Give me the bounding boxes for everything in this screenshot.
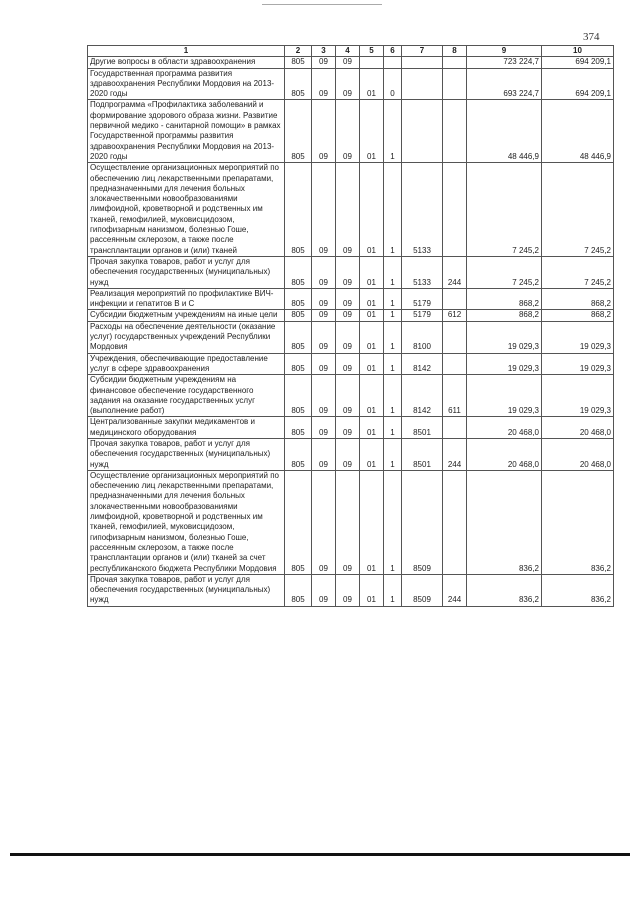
code-expense-type xyxy=(443,163,467,257)
code-direction: 8509 xyxy=(402,574,443,606)
column-header: 5 xyxy=(360,46,384,57)
code-expense-type: 612 xyxy=(443,310,467,321)
code-subsection: 09 xyxy=(336,310,360,321)
code-program: 01 xyxy=(360,417,384,439)
table-row xyxy=(88,100,614,163)
code-section: 09 xyxy=(312,321,336,353)
code-direction xyxy=(402,57,443,68)
code-subprogram: 1 xyxy=(384,438,402,470)
code-subprogram: 0 xyxy=(384,68,402,100)
code-program: 01 xyxy=(360,353,384,375)
code-direction: 8142 xyxy=(402,353,443,375)
code-section: 09 xyxy=(312,375,336,417)
row-name: Централизованные закупки медикаментов и медицинского оборудования xyxy=(88,417,285,439)
code-program: 01 xyxy=(360,375,384,417)
column-header: 4 xyxy=(336,46,360,57)
column-header: 1 xyxy=(88,46,285,57)
code-subprogram: 1 xyxy=(384,288,402,310)
code-subsection: 09 xyxy=(336,353,360,375)
code-ministry: 805 xyxy=(285,68,312,100)
code-expense-type xyxy=(443,288,467,310)
amount-col9: 48 446,9 xyxy=(467,100,542,163)
code-subprogram xyxy=(384,57,402,68)
column-header: 7 xyxy=(402,46,443,57)
column-header: 8 xyxy=(443,46,467,57)
table-row xyxy=(88,417,614,439)
code-program: 01 xyxy=(360,321,384,353)
table-row xyxy=(88,68,614,100)
code-program: 01 xyxy=(360,310,384,321)
code-subprogram: 1 xyxy=(384,375,402,417)
row-name: Подпрограмма «Профилактика заболеваний и формирование здорового образа жизни. Развитие первичной медико - санитарной помощи» в рамках Государственной программы развития здравоохранения Республики Мордовия на 2013-2020 годы xyxy=(88,100,285,163)
code-section: 09 xyxy=(312,417,336,439)
table-row xyxy=(88,574,614,606)
table-row xyxy=(88,375,614,417)
scan-artifact xyxy=(262,4,382,5)
code-direction: 8142 xyxy=(402,375,443,417)
code-expense-type: 244 xyxy=(443,256,467,288)
code-expense-type: 611 xyxy=(443,375,467,417)
table-row xyxy=(88,256,614,288)
row-name: Другие вопросы в области здравоохранения xyxy=(88,57,285,68)
code-program: 01 xyxy=(360,438,384,470)
code-expense-type xyxy=(443,417,467,439)
row-name: Государственная программа развития здравоохранения Республики Мордовия на 2013-2020 годы xyxy=(88,68,285,100)
code-section: 09 xyxy=(312,470,336,574)
code-ministry: 805 xyxy=(285,57,312,68)
amount-col9: 693 224,7 xyxy=(467,68,542,100)
amount-col9: 19 029,3 xyxy=(467,353,542,375)
code-subsection: 09 xyxy=(336,288,360,310)
code-program: 01 xyxy=(360,288,384,310)
code-direction: 8100 xyxy=(402,321,443,353)
code-program: 01 xyxy=(360,574,384,606)
row-name: Реализация мероприятий по профилактике ВИЧ-инфекции и гепатитов В и С xyxy=(88,288,285,310)
column-header: 2 xyxy=(285,46,312,57)
row-name: Учреждения, обеспечивающие предоставление услуг в сфере здравоохранения xyxy=(88,353,285,375)
amount-col9: 7 245,2 xyxy=(467,163,542,257)
amount-col10: 48 446,9 xyxy=(542,100,614,163)
amount-col9: 19 029,3 xyxy=(467,321,542,353)
code-ministry: 805 xyxy=(285,375,312,417)
code-subprogram: 1 xyxy=(384,321,402,353)
row-name: Прочая закупка товаров, работ и услуг для обеспечения государственных (муниципальных) нужд xyxy=(88,574,285,606)
amount-col10: 868,2 xyxy=(542,310,614,321)
code-subsection: 09 xyxy=(336,438,360,470)
code-ministry: 805 xyxy=(285,417,312,439)
code-ministry: 805 xyxy=(285,470,312,574)
code-expense-type xyxy=(443,470,467,574)
code-expense-type: 244 xyxy=(443,574,467,606)
code-program: 01 xyxy=(360,470,384,574)
amount-col9: 7 245,2 xyxy=(467,256,542,288)
code-ministry: 805 xyxy=(285,163,312,257)
code-ministry: 805 xyxy=(285,321,312,353)
column-header: 10 xyxy=(542,46,614,57)
code-ministry: 805 xyxy=(285,574,312,606)
budget-table xyxy=(87,45,614,607)
amount-col9: 868,2 xyxy=(467,288,542,310)
code-direction: 8501 xyxy=(402,417,443,439)
code-subsection: 09 xyxy=(336,100,360,163)
code-ministry: 805 xyxy=(285,353,312,375)
code-expense-type xyxy=(443,321,467,353)
code-expense-type: 244 xyxy=(443,438,467,470)
column-header: 3 xyxy=(312,46,336,57)
code-subsection: 09 xyxy=(336,470,360,574)
table-row xyxy=(88,288,614,310)
code-subsection: 09 xyxy=(336,256,360,288)
row-name: Осуществление организационных мероприятий по обеспечению лиц лекарственными препаратами, предназначенными для лечения больных злокачественными новообразованиями лимфоидной, кроветворной и родственных им тканей, гемофилией, муковисцидозом, гипофизарным нанизмом, болезнью Гоше, рассеянным склерозом, а также после трансплантации органов и (или) тканей xyxy=(88,163,285,257)
code-section: 09 xyxy=(312,310,336,321)
code-subsection: 09 xyxy=(336,163,360,257)
code-direction: 5133 xyxy=(402,163,443,257)
amount-col9: 836,2 xyxy=(467,470,542,574)
code-section: 09 xyxy=(312,438,336,470)
code-section: 09 xyxy=(312,68,336,100)
table-row xyxy=(88,57,614,68)
column-header: 6 xyxy=(384,46,402,57)
amount-col10: 7 245,2 xyxy=(542,163,614,257)
amount-col10: 868,2 xyxy=(542,288,614,310)
amount-col10: 836,2 xyxy=(542,574,614,606)
amount-col10: 7 245,2 xyxy=(542,256,614,288)
amount-col10: 20 468,0 xyxy=(542,417,614,439)
code-ministry: 805 xyxy=(285,256,312,288)
table-row xyxy=(88,438,614,470)
code-direction: 8509 xyxy=(402,470,443,574)
code-direction xyxy=(402,68,443,100)
code-subsection: 09 xyxy=(336,574,360,606)
row-name: Расходы на обеспечение деятельности (оказание услуг) государственных учреждений Республики Мордовия xyxy=(88,321,285,353)
code-ministry: 805 xyxy=(285,100,312,163)
code-subsection: 09 xyxy=(336,417,360,439)
row-name: Осуществление организационных мероприятий по обеспечению лиц лекарственными препаратами, предназначенными для лечения больных злокачественными новообразованиями лимфоидной, кроветворной и родственных им тканей, гемофилией, муковисцидозом, гипофизарным нанизмом, болезнью Гоше, рассеянным склерозом, а также после трансплантации органов и (или) тканей за счет республиканского бюджета Республики Мордовия xyxy=(88,470,285,574)
row-name: Субсидии бюджетным учреждениям на иные цели xyxy=(88,310,285,321)
amount-col10: 19 029,3 xyxy=(542,375,614,417)
amount-col9: 723 224,7 xyxy=(467,57,542,68)
amount-col10: 694 209,1 xyxy=(542,68,614,100)
code-program: 01 xyxy=(360,100,384,163)
code-program: 01 xyxy=(360,68,384,100)
code-ministry: 805 xyxy=(285,288,312,310)
code-direction: 5179 xyxy=(402,288,443,310)
amount-col10: 20 468,0 xyxy=(542,438,614,470)
code-expense-type xyxy=(443,57,467,68)
code-direction: 5179 xyxy=(402,310,443,321)
table-row xyxy=(88,163,614,257)
code-section: 09 xyxy=(312,163,336,257)
code-program: 01 xyxy=(360,256,384,288)
code-expense-type xyxy=(443,68,467,100)
amount-col9: 868,2 xyxy=(467,310,542,321)
code-subsection: 09 xyxy=(336,68,360,100)
code-subprogram: 1 xyxy=(384,470,402,574)
code-section: 09 xyxy=(312,288,336,310)
amount-col10: 836,2 xyxy=(542,470,614,574)
code-section: 09 xyxy=(312,353,336,375)
amount-col9: 19 029,3 xyxy=(467,375,542,417)
code-section: 09 xyxy=(312,100,336,163)
table-row xyxy=(88,321,614,353)
code-subprogram: 1 xyxy=(384,310,402,321)
code-subprogram: 1 xyxy=(384,256,402,288)
code-subprogram: 1 xyxy=(384,100,402,163)
row-name: Прочая закупка товаров, работ и услуг для обеспечения государственных (муниципальных) нужд xyxy=(88,438,285,470)
table-row xyxy=(88,310,614,321)
row-name: Прочая закупка товаров, работ и услуг для обеспечения государственных (муниципальных) нужд xyxy=(88,256,285,288)
amount-col9: 20 468,0 xyxy=(467,438,542,470)
amount-col10: 694 209,1 xyxy=(542,57,614,68)
code-subprogram: 1 xyxy=(384,417,402,439)
code-expense-type xyxy=(443,100,467,163)
code-subprogram: 1 xyxy=(384,163,402,257)
amount-col10: 19 029,3 xyxy=(542,353,614,375)
code-subsection: 09 xyxy=(336,321,360,353)
code-subprogram: 1 xyxy=(384,574,402,606)
table-row xyxy=(88,353,614,375)
column-header: 9 xyxy=(467,46,542,57)
bottom-rule xyxy=(10,853,630,856)
table-row xyxy=(88,470,614,574)
code-program: 01 xyxy=(360,163,384,257)
code-ministry: 805 xyxy=(285,438,312,470)
code-section: 09 xyxy=(312,57,336,68)
code-subprogram: 1 xyxy=(384,353,402,375)
amount-col9: 20 468,0 xyxy=(467,417,542,439)
code-section: 09 xyxy=(312,574,336,606)
row-name: Субсидии бюджетным учреждениям на финансовое обеспечение государственного задания на оказание государственных услуг (выполнение работ) xyxy=(88,375,285,417)
amount-col9: 836,2 xyxy=(467,574,542,606)
amount-col10: 19 029,3 xyxy=(542,321,614,353)
header-row xyxy=(88,46,614,57)
code-direction xyxy=(402,100,443,163)
code-direction: 5133 xyxy=(402,256,443,288)
page-number: 374 xyxy=(583,31,600,43)
code-expense-type xyxy=(443,353,467,375)
code-program xyxy=(360,57,384,68)
code-subsection: 09 xyxy=(336,375,360,417)
code-subsection: 09 xyxy=(336,57,360,68)
code-section: 09 xyxy=(312,256,336,288)
code-ministry: 805 xyxy=(285,310,312,321)
code-direction: 8501 xyxy=(402,438,443,470)
